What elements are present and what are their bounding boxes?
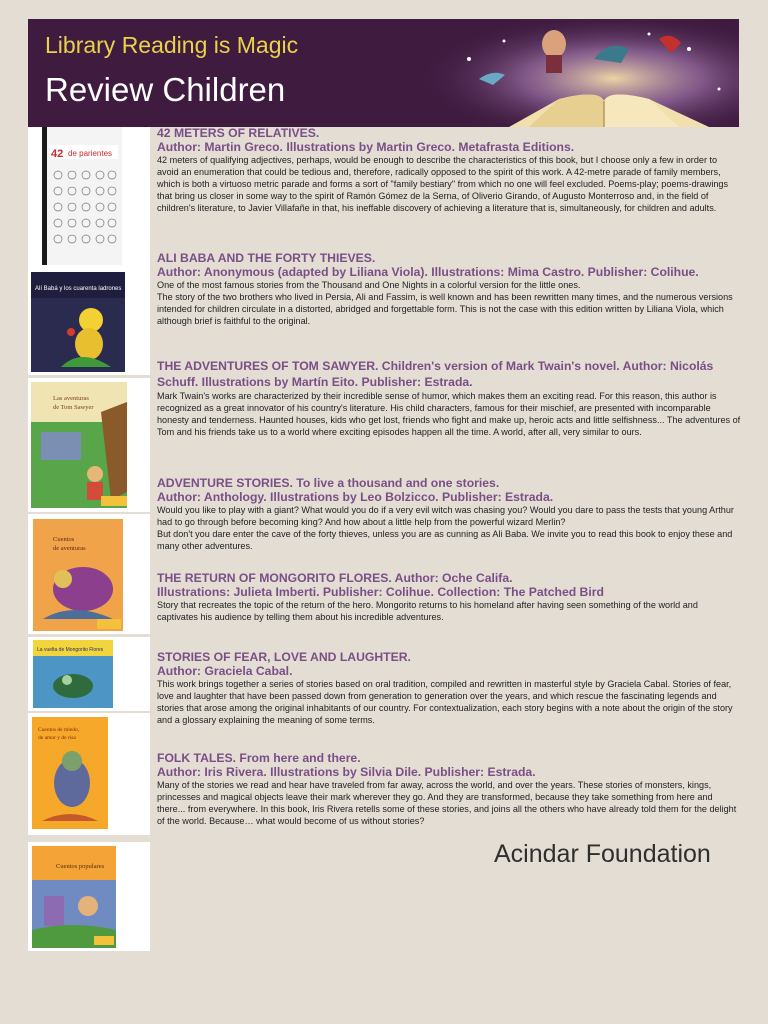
review-mongorito-flores	[157, 572, 741, 623]
review-title: FOLK TALES. From here and there. Author: Iris Rivera. Illustrations by Silvia Dile. Publisher: Estrada.	[157, 751, 536, 779]
review-body: Many of the stories we read and hear have traveled from far away, across the world, and over the years. These stories of monsters, kings, princesses and magical objects leave their mark wherever they go. And they are transformed, because they take something from here and there... from everywhere. In this book, Iris Rivera retells some of these stories, and joins all the others who have already told them for the delight of the world. Because… what would become of us without stories?	[157, 780, 737, 826]
banner-subtitle: Library Reading is Magic	[45, 32, 299, 58]
review-title: ADVENTURE STORIES. To live a thousand and one stories. Author: Anthology. Illustrations by Leo Bolzicco. Publisher: Estrada.	[157, 476, 554, 504]
svg-text:Las aventuras: Las aventuras	[53, 395, 89, 402]
svg-text:Cuentos de miedo,: Cuentos de miedo,	[38, 727, 80, 733]
review-title: THE ADVENTURES OF TOM SAWYER. Children's version of Mark Twain's novel. Author: Nicolás Schuff. Illustrations by Martín Eito. Publisher: Estrada.	[157, 359, 714, 389]
book-cover-ali-baba	[28, 267, 150, 375]
review-body: This work brings together a series of stories based on oral tradition, compiled and rewritten in masterful style by Graciela Cabal. Stories of fear, love and laughter that have been passed down from generation to generation over the years, and which rescue the fascinating legends and stories that arose among the original inhabitants of our country. For contextualization, each story begins with a note about the origin of the story and a glossary explaining the meaning of some terms.	[157, 679, 733, 725]
review-body: Mark Twain's works are characterized by their incredible sense of humor, which makes them an exciting read. For this reason, this author is recognized as a great innovator of his country's literature. His child characters, famous for their mischief, are presented with incomparable honesty and tenderness. Haunted houses, kids who get lost, friends who fight and make up, heroic acts and little selfishness... The adventures of Tom and his friends take us to a world where exciting episodes happen all the time. A world, after all, very similar to ours.	[157, 391, 741, 437]
review-body: One of the most famous stories from the Thousand and One Nights in a colorful version for the little ones.	[157, 280, 581, 290]
review-title: THE RETURN OF MONGORITO FLORES. Author: Oche Califa. Illustrations: Julieta Imberti. Publisher: Colihue. Collection: The Patched Bird	[157, 571, 604, 599]
review-42-meters-of-relatives	[157, 127, 741, 214]
svg-text:42: 42	[51, 148, 64, 160]
banner-title: Review Children	[45, 71, 286, 108]
book-cover-mongorito-flores	[28, 637, 150, 711]
svg-text:de Tom Sawyer: de Tom Sawyer	[53, 404, 94, 411]
review-adventure-stories	[157, 477, 741, 552]
svg-text:Cuentos: Cuentos	[53, 536, 75, 543]
open-book-illustration	[409, 19, 739, 127]
book-cover-fear-love-laughter	[28, 713, 150, 835]
svg-text:de amor y de risa: de amor y de risa	[38, 735, 76, 741]
review-title: 42 METERS OF RELATIVES. Author: Martin Greco. Illustrations by Martin Greco. Metafrasta Editions.	[157, 126, 575, 154]
review-title: STORIES OF FEAR, LOVE AND LAUGHTER. Author: Graciela Cabal.	[157, 650, 411, 678]
review-fear-love-laughter	[157, 651, 741, 726]
svg-text:de aventuras: de aventuras	[53, 545, 86, 552]
svg-text:Cuentos populares: Cuentos populares	[56, 863, 105, 870]
svg-text:Alí Babá y los cuarenta ladron: Alí Babá y los cuarenta ladrones	[35, 286, 122, 292]
review-title: ALI BABA AND THE FORTY THIEVES. Author: Anonymous (adapted by Liliana Viola). Illustrations: Mima Castro. Publisher: Colihue.	[157, 251, 699, 279]
book-cover-adventure-stories	[28, 514, 150, 634]
review-body: 42 meters of qualifying adjectives, perhaps, would be enough to describe the characteristics of this book, but I choose only a few in order to avoid an enumeration that could be tedious and, therefore, radically opposed to the spirit of this work. A 42-metre parade of family members, which is both a virtuoso metric parade and forms a sort of "family bestiary" from which no one will feel excluded. Poems-play; poems-drawings that bring us closer in some way to the spirit of Ramón Gómez de la Serna, of Oliverio Girando, of Augusto Monterroso and, in the field of children's literature, to Javier Villafañe in that, his ineffable discovery of achieving a literature that is, simultaneously, for children and adults.	[157, 155, 729, 213]
book-cover-folk-tales	[28, 842, 150, 951]
svg-text:de parientes: de parientes	[68, 149, 113, 158]
review-folk-tales	[157, 752, 741, 827]
review-body: But don't you dare enter the cave of the forty thieves, unless you are as cunning as Ali Baba. We invite you to read this book to enjoy these and many other adventures.	[157, 529, 733, 551]
review-body: Story that recreates the topic of the return of the hero. Mongorito returns to his homeland after having seen something of the world and captivates his audience by telling them about his incredible adventures.	[157, 600, 698, 622]
review-body: Would you like to play with a giant? What would you do if a very evil witch was chasing you? Would you dare to pass the tests that young Arthur had to go through before becoming king? And how about a little help from the powerful wizard Merlin?	[157, 505, 734, 527]
header-banner	[28, 19, 739, 127]
svg-text:La vuelta de Mongorito Flores: La vuelta de Mongorito Flores	[37, 647, 104, 653]
book-cover-tom-sawyer	[28, 378, 150, 512]
review-ali-baba	[157, 252, 741, 327]
foundation-name: Acindar Foundation	[494, 840, 711, 868]
review-tom-sawyer	[157, 358, 741, 438]
book-cover-42-meters	[28, 127, 150, 267]
review-body: The story of the two brothers who lived in Persia, Ali and Fassim, is well known and has been rewritten many times, and the numerous versions intended for children circulate in a distorted, abridged and forgettable form. This is not the case with this edition written by Liliana Viola, which although brief is faithful to the original.	[157, 292, 733, 326]
